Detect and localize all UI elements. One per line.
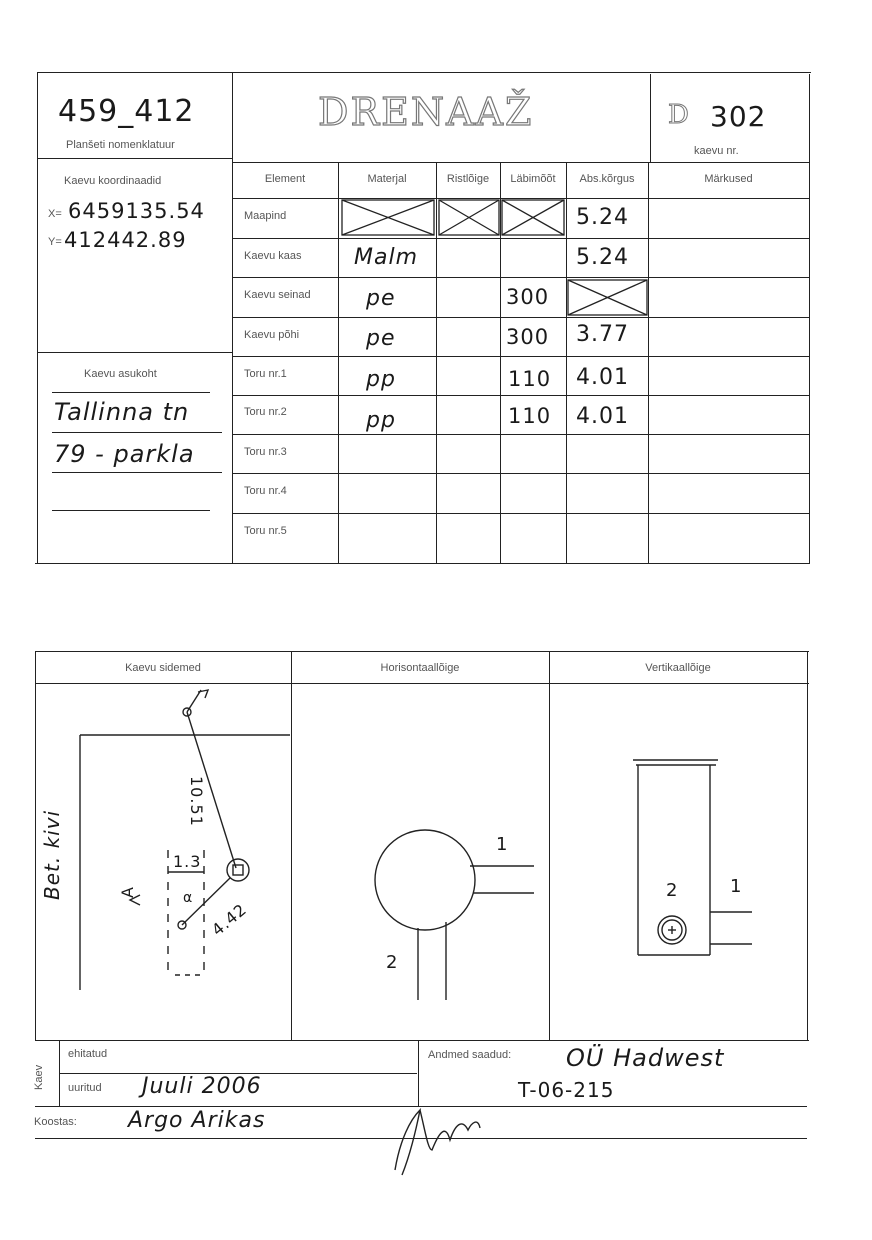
- row-element: Kaevu seinad: [244, 289, 311, 301]
- coordinates-label: Kaevu koordinaadid: [64, 175, 162, 187]
- row-element: Toru nr.2: [244, 406, 287, 418]
- well-label: kaevu nr.: [694, 145, 739, 157]
- row-diameter: 110: [508, 404, 552, 428]
- ties-letter-alpha: α: [183, 890, 194, 906]
- ties-dim-1: 10.51: [187, 776, 206, 827]
- y-prefix: Y=: [48, 236, 62, 248]
- row-material: Malm: [354, 245, 419, 270]
- ties-label: Kaevu sidemed: [125, 662, 201, 674]
- nomenclature-label: Planšeti nomenklatuur: [66, 139, 175, 151]
- row-diameter: 110: [508, 367, 552, 391]
- ties-dim-3: 4.42: [208, 899, 251, 940]
- row-element: Toru nr.1: [244, 368, 287, 380]
- location-label: Kaevu asukoht: [84, 368, 157, 380]
- row-element: Kaevu kaas: [244, 250, 302, 262]
- well-vertical-label: Kaev: [33, 1064, 45, 1090]
- row-element: Maapind: [244, 210, 287, 222]
- row-element: Toru nr.5: [244, 525, 287, 537]
- data-source-value: OÜ Hadwest: [566, 1044, 725, 1072]
- row-height: 5.24: [576, 245, 629, 270]
- x-prefix: X=: [48, 208, 62, 220]
- horizontal-section-label: Horisontaallõige: [380, 662, 460, 674]
- header-diameter: Läbimõõt: [510, 173, 556, 185]
- row-diameter: 300: [506, 325, 550, 349]
- data-source-code: T-06-215: [518, 1078, 615, 1102]
- header-notes: Märkused: [704, 173, 753, 185]
- row-height: 3.77: [576, 322, 629, 347]
- header-section: Ristlõige: [446, 173, 490, 185]
- hz-pipe-2: 2: [386, 952, 399, 973]
- vertical-section-label: Vertikaallõige: [645, 662, 711, 674]
- row-material: pp: [366, 367, 396, 392]
- surveyed-value: Juuli 2006: [142, 1074, 262, 1099]
- row-height: 5.24: [576, 205, 629, 230]
- row-material: pe: [366, 326, 396, 351]
- compiled-label: Koostas:: [34, 1116, 77, 1128]
- well-number: 302: [710, 100, 767, 133]
- ties-letter-a: A: [118, 886, 137, 898]
- row-element: Toru nr.4: [244, 485, 287, 497]
- built-label: ehitatud: [68, 1048, 108, 1060]
- row-element: Toru nr.3: [244, 446, 287, 458]
- row-height: 4.01: [576, 365, 629, 390]
- surveyed-label: uuritud: [68, 1082, 102, 1094]
- compiled-value: Argo Arikas: [128, 1108, 266, 1133]
- data-source-label: Andmed saadud:: [428, 1049, 512, 1061]
- ties-dim-2: 1.3: [173, 852, 202, 871]
- row-material: pp: [366, 408, 396, 433]
- nomenclature-value: 459_412: [58, 94, 195, 129]
- location-line-2: 79 - parkla: [54, 440, 195, 468]
- header-height: Abs.kõrgus: [579, 173, 635, 185]
- header-element: Element: [264, 173, 306, 185]
- row-element: Kaevu põhi: [244, 329, 300, 341]
- y-value: 412442.89: [64, 228, 187, 252]
- header-material: Materjal: [367, 173, 407, 185]
- location-line-1: Tallinna tn: [54, 398, 190, 426]
- hz-pipe-1: 1: [496, 834, 509, 855]
- vt-pipe-1: 1: [730, 876, 743, 897]
- vt-pipe-2: 2: [666, 880, 679, 901]
- well-prefix: D: [668, 100, 689, 130]
- row-diameter: 300: [506, 285, 550, 309]
- x-value: 6459135.54: [68, 199, 205, 223]
- ties-wall-text: Bet. kivi: [40, 809, 64, 900]
- page-title: DRENAAŽ: [318, 90, 534, 134]
- row-height: 4.01: [576, 404, 629, 429]
- row-material: pe: [366, 286, 396, 311]
